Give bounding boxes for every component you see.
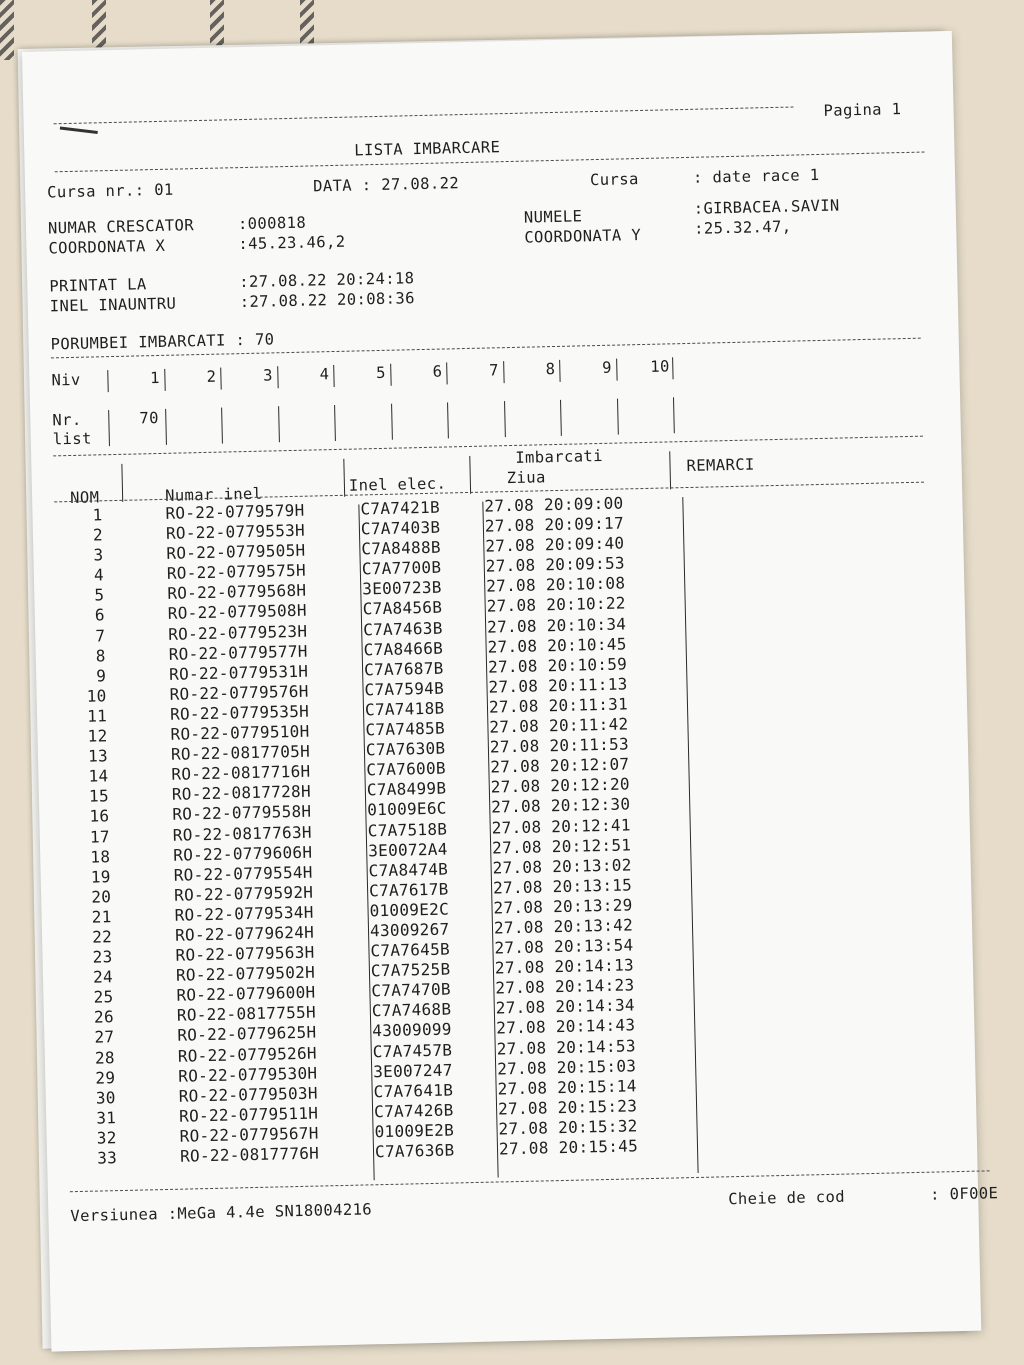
basket-time: 27.08 20:12:20 bbox=[490, 774, 631, 797]
basket-time: 27.08 20:14:13 bbox=[494, 955, 635, 978]
background-pattern-stripe bbox=[0, 0, 14, 60]
electronic-ring: C7A7594B bbox=[364, 678, 445, 700]
row-index: 25 bbox=[93, 987, 114, 1007]
basket-time: 27.08 20:15:45 bbox=[498, 1136, 639, 1159]
electronic-ring: C7A7470B bbox=[371, 979, 452, 1001]
row-index: 12 bbox=[87, 726, 108, 746]
printed-at-label: PRINTAT LA bbox=[49, 275, 147, 296]
printed-at-value: :27.08.22 20:24:18 bbox=[239, 269, 415, 292]
ring-number: RO-22-0779577H bbox=[168, 641, 308, 664]
level-number: 7 bbox=[488, 361, 500, 380]
separator-line bbox=[54, 107, 794, 125]
basket-time: 27.08 20:09:40 bbox=[485, 533, 625, 556]
ring-number: RO-22-0779505H bbox=[166, 540, 306, 564]
coordinate-y-value: :25.32.47, bbox=[693, 217, 792, 238]
ring-number: RO-22-0779503H bbox=[178, 1083, 318, 1106]
basket-time: 27.08 20:11:13 bbox=[488, 674, 628, 697]
electronic-ring: C7A7403B bbox=[360, 517, 441, 539]
electronic-ring: C7A7426B bbox=[373, 1100, 454, 1122]
level-count bbox=[304, 405, 328, 406]
document-page bbox=[22, 31, 999, 1352]
row-index: 1 bbox=[92, 505, 103, 525]
coordinate-x-value: :45.23.46,2 bbox=[238, 232, 346, 254]
column-divider bbox=[391, 404, 393, 440]
electronic-ring: C7A7636B bbox=[374, 1140, 455, 1162]
level-number: 8 bbox=[545, 359, 556, 379]
race-number: Cursa nr.: 01 bbox=[46, 180, 174, 202]
row-index: 20 bbox=[91, 886, 112, 907]
row-index: 8 bbox=[95, 645, 106, 666]
electronic-ring: C7A7468B bbox=[371, 999, 452, 1021]
electronic-ring: 3E007247 bbox=[373, 1060, 453, 1081]
ring-number: RO-22-0779511H bbox=[178, 1103, 319, 1126]
basket-time: 27.08 20:14:34 bbox=[495, 995, 636, 1018]
electronic-ring: C7A8488B bbox=[361, 537, 442, 559]
column-divider bbox=[220, 368, 221, 390]
row-index: 14 bbox=[88, 766, 109, 786]
electronic-ring: 43009267 bbox=[369, 919, 450, 941]
column-divider bbox=[672, 357, 673, 379]
row-index: 18 bbox=[90, 846, 111, 867]
electronic-ring: 01009E6C bbox=[367, 798, 447, 820]
race-name: : date race 1 bbox=[692, 165, 820, 187]
electronic-ring: C7A7463B bbox=[362, 618, 443, 639]
electronic-ring: C7A7600B bbox=[366, 758, 447, 780]
ring-number: RO-22-0779568H bbox=[167, 581, 307, 604]
row-index: 29 bbox=[95, 1067, 116, 1088]
row-index: 31 bbox=[96, 1107, 117, 1128]
col-header-ring-number: Numar inel bbox=[164, 484, 263, 505]
level-number: 4 bbox=[319, 365, 330, 384]
col-header-nom: NOM bbox=[69, 488, 100, 508]
basket-time: 27.08 20:10:59 bbox=[487, 654, 628, 677]
race-date: DATA : 27.08.22 bbox=[312, 174, 460, 196]
basket-time: 27.08 20:13:54 bbox=[494, 935, 634, 958]
row-index: 9 bbox=[96, 666, 107, 686]
ring-number: RO-22-0779558H bbox=[172, 802, 312, 825]
basket-time: 27.08 20:10:22 bbox=[486, 593, 626, 617]
column-divider bbox=[108, 410, 110, 446]
ring-number: RO-22-0779600H bbox=[176, 982, 316, 1005]
basket-time: 27.08 20:11:53 bbox=[489, 734, 630, 757]
column-divider bbox=[390, 364, 391, 386]
electronic-ring: C7A7700B bbox=[361, 557, 442, 579]
pigeons-basketed: PORUMBEI IMBARCATI : 70 bbox=[50, 330, 275, 354]
document-content bbox=[42, 31, 999, 1331]
basket-time: 27.08 20:11:31 bbox=[488, 694, 629, 717]
ring-number: RO-22-0779526H bbox=[177, 1043, 318, 1066]
ring-number: RO-22-0779523H bbox=[168, 621, 308, 644]
race-label: Cursa bbox=[589, 170, 639, 190]
level-count bbox=[530, 400, 554, 401]
row-index: 21 bbox=[91, 907, 112, 927]
column-divider bbox=[673, 397, 675, 433]
basket-time: 27.08 20:14:53 bbox=[496, 1035, 636, 1059]
column-divider bbox=[107, 370, 108, 392]
basket-time: 27.08 20:12:07 bbox=[490, 754, 630, 777]
row-index: 28 bbox=[94, 1047, 116, 1068]
row-index: 2 bbox=[92, 525, 104, 545]
electronic-ring: 3E00723B bbox=[362, 577, 442, 599]
col-header-electronic-ring: Inel elec. bbox=[348, 474, 447, 495]
ring-number: RO-22-0779563H bbox=[175, 942, 315, 965]
level-count bbox=[587, 399, 611, 400]
ring-number: RO-22-0779592H bbox=[173, 882, 314, 905]
column-divider bbox=[447, 402, 449, 438]
ring-number: RO-22-0779553H bbox=[165, 520, 306, 543]
page-number: Pagina 1 bbox=[823, 100, 902, 120]
row-index: 30 bbox=[95, 1087, 116, 1108]
electronic-ring: C7A7457B bbox=[372, 1040, 453, 1061]
ring-number: RO-22-0817776H bbox=[179, 1143, 320, 1166]
ring-number: RO-22-0779567H bbox=[179, 1123, 319, 1146]
basket-time: 27.08 20:10:34 bbox=[486, 614, 627, 637]
row-index: 17 bbox=[89, 826, 111, 847]
basket-time: 27.08 20:15:14 bbox=[497, 1076, 637, 1099]
basket-time: 27.08 20:13:29 bbox=[493, 895, 633, 918]
level-number: 3 bbox=[262, 366, 274, 385]
basket-time: 27.08 20:15:23 bbox=[497, 1096, 638, 1119]
coordinate-x-label: COORDONATA X bbox=[48, 236, 166, 258]
electronic-ring: 3E0072A4 bbox=[367, 839, 448, 860]
electronic-ring: C7A8499B bbox=[366, 778, 447, 800]
electronic-ring: C7A7518B bbox=[367, 819, 448, 840]
basket-time: 27.08 20:13:42 bbox=[493, 915, 634, 938]
ring-number: RO-22-0779531H bbox=[168, 661, 309, 684]
ring-number: RO-22-0779502H bbox=[175, 962, 316, 985]
ring-number: RO-22-0779554H bbox=[173, 862, 313, 885]
basket-time: 27.08 20:13:15 bbox=[492, 875, 633, 898]
row-index: 3 bbox=[93, 545, 104, 565]
basket-time: 27.08 20:11:42 bbox=[489, 714, 629, 737]
ring-number: RO-22-0817728H bbox=[171, 781, 312, 805]
level-count bbox=[474, 401, 498, 402]
level-count: 70 bbox=[139, 408, 160, 428]
row-index: 33 bbox=[97, 1148, 118, 1168]
basket-time: 27.08 20:14:23 bbox=[495, 975, 635, 998]
column-divider bbox=[617, 399, 619, 435]
level-number: 6 bbox=[432, 362, 443, 381]
level-count bbox=[191, 408, 215, 409]
electronic-ring: C7A7421B bbox=[360, 497, 441, 519]
column-divider bbox=[446, 362, 447, 384]
column-divider bbox=[165, 409, 167, 445]
code-key-value: : 0F00E bbox=[929, 1184, 999, 1204]
electronic-ring: 43009099 bbox=[372, 1019, 452, 1041]
ring-number: RO-22-0817755H bbox=[176, 1002, 317, 1026]
levels-list-label: list bbox=[52, 429, 92, 449]
electronic-ring: C7A7645B bbox=[370, 939, 451, 961]
ring-number: RO-22-0779534H bbox=[174, 902, 314, 925]
column-divider bbox=[616, 359, 617, 381]
row-index: 6 bbox=[94, 605, 106, 625]
row-index: 7 bbox=[95, 625, 106, 646]
basket-time: 27.08 20:09:17 bbox=[484, 513, 625, 536]
row-index: 10 bbox=[86, 686, 107, 706]
level-number: 5 bbox=[375, 363, 387, 383]
column-divider bbox=[333, 365, 334, 387]
ring-number: RO-22-0817716H bbox=[171, 761, 311, 785]
col-header-day: Ziua bbox=[506, 468, 546, 488]
basket-time: 27.08 20:15:03 bbox=[496, 1055, 637, 1079]
document-title: LISTA IMBARCARE bbox=[354, 138, 501, 160]
col-header-remarks: REMARCI bbox=[686, 455, 755, 476]
basket-time: 27.08 20:12:51 bbox=[491, 834, 632, 858]
electronic-ring: C7A8466B bbox=[363, 638, 444, 660]
electronic-ring: C7A7617B bbox=[368, 879, 449, 901]
levels-nr-label: Nr. bbox=[52, 410, 82, 430]
column-divider bbox=[503, 361, 504, 383]
electronic-ring: C7A7630B bbox=[365, 738, 446, 760]
row-index: 15 bbox=[88, 786, 110, 806]
level-number: 10 bbox=[650, 357, 670, 376]
column-divider bbox=[504, 401, 506, 437]
coordinate-y-label: COORDONATA Y bbox=[524, 226, 642, 247]
ring-number: RO-22-0779625H bbox=[177, 1023, 317, 1046]
column-divider bbox=[469, 456, 471, 494]
column-divider bbox=[164, 369, 165, 391]
level-number: 2 bbox=[206, 367, 217, 386]
basket-time: 27.08 20:09:53 bbox=[485, 553, 626, 576]
ring-number: RO-22-0779508H bbox=[167, 601, 308, 624]
column-divider bbox=[278, 406, 280, 442]
ring-number: RO-22-0779606H bbox=[173, 842, 313, 865]
column-divider bbox=[343, 459, 345, 497]
row-index: 26 bbox=[93, 1007, 115, 1027]
column-divider bbox=[559, 360, 560, 382]
ring-number: RO-22-0779530H bbox=[178, 1063, 318, 1086]
basket-time: 27.08 20:10:08 bbox=[486, 573, 626, 596]
ring-inside-label: INEL INAUNTRU bbox=[49, 294, 177, 316]
basket-time: 27.08 20:12:30 bbox=[491, 794, 631, 817]
level-count bbox=[417, 403, 441, 404]
row-index: 5 bbox=[94, 585, 105, 605]
ring-inside-value: :27.08.22 20:08:36 bbox=[239, 289, 416, 312]
basket-time: 27.08 20:10:45 bbox=[487, 634, 627, 657]
electronic-ring: C7A7641B bbox=[373, 1080, 454, 1102]
breeder-number-label: NUMAR CRESCATOR bbox=[47, 216, 195, 238]
row-index: 11 bbox=[86, 706, 108, 726]
software-version: Versiunea :MeGa 4.4e SN18004216 bbox=[70, 1200, 373, 1226]
separator-line bbox=[70, 1170, 990, 1192]
ring-number: RO-22-0817763H bbox=[172, 822, 313, 845]
level-count bbox=[361, 404, 385, 405]
level-count bbox=[643, 397, 667, 398]
electronic-ring: C7A7485B bbox=[365, 718, 446, 740]
basket-time: 27.08 20:13:02 bbox=[492, 855, 632, 878]
column-divider bbox=[334, 405, 336, 441]
electronic-ring: 01009E2B bbox=[374, 1120, 455, 1142]
row-index: 23 bbox=[92, 947, 113, 967]
levels-niv-label: Niv bbox=[51, 370, 81, 390]
ring-number: RO-22-0779510H bbox=[170, 721, 310, 744]
level-number: 9 bbox=[601, 358, 613, 377]
row-index: 32 bbox=[96, 1128, 117, 1148]
electronic-ring: C7A7418B bbox=[364, 698, 445, 720]
ring-number: RO-22-0779575H bbox=[166, 560, 307, 584]
electronic-ring: C7A8474B bbox=[368, 859, 449, 881]
electronic-ring: 01009E2C bbox=[369, 899, 450, 921]
column-divider bbox=[560, 400, 562, 436]
row-index: 4 bbox=[93, 565, 105, 585]
ring-number: RO-22-0779576H bbox=[169, 681, 309, 704]
basket-time: 27.08 20:09:00 bbox=[484, 493, 624, 516]
row-index: 13 bbox=[87, 746, 109, 766]
separator-line bbox=[53, 436, 923, 457]
column-divider bbox=[669, 451, 671, 489]
ring-number: RO-22-0779535H bbox=[169, 701, 310, 724]
breeder-number-value: :000818 bbox=[237, 213, 307, 234]
level-count bbox=[248, 406, 272, 407]
electronic-ring: C7A7525B bbox=[370, 959, 451, 981]
level-number: 1 bbox=[149, 368, 161, 388]
code-key-label: Cheie de cod bbox=[728, 1187, 846, 1209]
electronic-ring: C7A7687B bbox=[363, 658, 444, 680]
breeder-name-label: NUMELE bbox=[523, 207, 583, 227]
column-divider bbox=[277, 366, 278, 388]
basket-time: 27.08 20:14:43 bbox=[496, 1015, 636, 1038]
row-index: 19 bbox=[90, 866, 111, 887]
basket-list-table bbox=[52, 486, 957, 1169]
electronic-ring: C7A8456B bbox=[362, 598, 443, 619]
breeder-name-value: :GIRBACEA.SAVIN bbox=[693, 196, 840, 218]
row-index: 16 bbox=[89, 806, 110, 827]
column-divider bbox=[221, 408, 223, 444]
ring-number: RO-22-0779624H bbox=[174, 922, 315, 945]
basket-time: 27.08 20:15:32 bbox=[498, 1116, 638, 1139]
row-index: 22 bbox=[92, 927, 113, 947]
ring-number: RO-22-0817705H bbox=[170, 741, 311, 764]
col-header-basketed: Imbarcati bbox=[515, 446, 604, 467]
ring-number: RO-22-0779579H bbox=[165, 500, 305, 523]
basket-time: 27.08 20:12:41 bbox=[491, 814, 631, 838]
column-divider bbox=[121, 464, 123, 502]
row-index: 27 bbox=[94, 1027, 115, 1048]
row-index: 24 bbox=[92, 967, 114, 987]
